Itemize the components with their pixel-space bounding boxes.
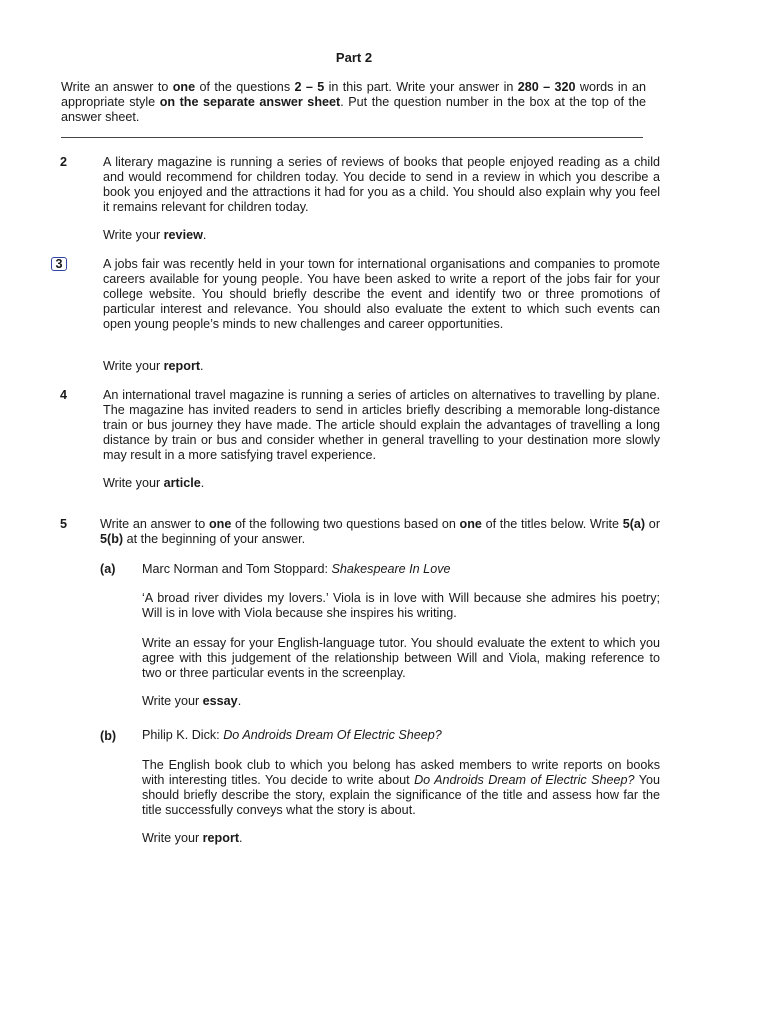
q5-text: or <box>645 517 661 531</box>
question-2-instruction <box>103 228 206 243</box>
task-text: The English book club to which you belong has asked members to write reports on books with interesting titles. You decide to write about <box>142 758 660 787</box>
intro-text: in this part. Write your answer in <box>324 80 518 94</box>
question-5b-task <box>142 758 660 818</box>
question-3-number <box>55 257 84 272</box>
question-4-body: An international travel magazine is running a series of articles on alternatives to travelling by plane. The magazine has invited readers to send in articles briefly describing a memorable long-distance train or bus journey they have made. The article should explain the advantages of travelling a long distance by train or bus and consider whether in general travelling to your destination more slowly may result in a more satisfying travel experience. <box>103 388 660 462</box>
task-text: You should briefly describe the story, explain the significance of the title and assess how far the title successfully conveys what the story is about. <box>142 773 660 817</box>
intro-emphasis: 2 – 5 <box>294 80 325 94</box>
intro-emphasis: 280 – 320 <box>517 80 576 94</box>
question-5-number: 5 <box>60 517 68 531</box>
question-4-text <box>103 388 660 463</box>
q5-text: at the beginning of your answer. <box>123 532 306 546</box>
instruction-suffix: . <box>239 831 243 845</box>
page-title: Part 2 <box>335 50 373 65</box>
question-5b-label: (b) <box>100 729 117 743</box>
question-3-instruction <box>103 359 204 374</box>
question-5a-label: (a) <box>100 562 116 576</box>
instruction-type: report <box>202 831 240 845</box>
q5-emphasis: one <box>459 517 482 531</box>
intro-emphasis: on the separate answer sheet <box>159 95 341 109</box>
intro-text: words in an appropriate style <box>61 80 647 109</box>
book-title: Do Androids Dream of Electric Sheep? <box>414 773 635 787</box>
question-4-instruction <box>103 476 204 491</box>
question-5a-quote: ‘A broad river divides my lovers.’ Viola is in love with Will because she admires his poetry; Will is in love with Viola because she inspires his writing. <box>142 591 660 620</box>
question-3-body: A jobs fair was recently held in your town for international organisations and companies to promote careers available for young people. You have been asked to write a report of the jobs fair for your college website. You should briefly describe the event and identify two or three promotions of particular interest and relevance. You should also evaluate the extent to which such events can open young people’s minds to new challenges and career opportunities. <box>103 257 660 331</box>
book-author: Marc Norman and Tom Stoppard: <box>142 562 332 576</box>
intro-emphasis: one <box>172 80 196 94</box>
instruction-type: report <box>163 359 201 373</box>
question-5a-title <box>142 562 660 577</box>
q5-emphasis: 5(a) <box>622 517 646 531</box>
q5-emphasis: one <box>208 517 232 531</box>
selected-question-marker: 3 <box>51 257 67 271</box>
question-5a-task: Write an essay for your English-language tutor. You should evaluate the extent to which you agree with this judgement of the relationship between Will and Viola, making reference to two or three particular events in the screenplay. <box>142 636 660 680</box>
question-2-number: 2 <box>60 155 68 169</box>
instruction-prefix: Write your <box>142 694 203 708</box>
question-4-number: 4 <box>60 388 68 402</box>
question-5-intro <box>100 517 660 547</box>
instruction-type: review <box>163 228 203 242</box>
question-2-body: A literary magazine is running a series of reviews of books that people enjoyed reading as a child and would recommend for children today. You decide to send in a review in which you describe a book you enjoyed and the attractions it had for you as a child. You should also explain why you feel it remains relevant for children today. <box>103 155 660 214</box>
q5-emphasis: 5(b) <box>100 532 124 546</box>
instruction-prefix: Write your <box>103 359 164 373</box>
instruction-suffix: . <box>237 694 242 708</box>
part-instructions <box>61 80 646 125</box>
q5-text: of the following two questions based on <box>231 517 460 531</box>
instruction-suffix: . <box>200 359 204 373</box>
instruction-prefix: Write your <box>103 476 164 490</box>
question-3-text <box>103 257 660 332</box>
q5-text: Write an answer to <box>100 517 209 531</box>
instruction-type: essay <box>202 694 238 708</box>
book-author: Philip K. Dick: <box>142 728 224 742</box>
instruction-suffix: . <box>202 228 207 242</box>
book-title: Do Androids Dream Of Electric Sheep? <box>223 728 442 742</box>
question-2-text <box>103 155 660 215</box>
intro-text: . Put the question number in the box at the top of the answer sheet. <box>61 95 646 124</box>
instruction-prefix: Write your <box>142 831 203 845</box>
instruction-prefix: Write your <box>103 228 164 242</box>
intro-text: Write an answer to <box>61 80 173 94</box>
question-5a-instruction <box>142 694 660 709</box>
instruction-suffix: . <box>200 476 205 490</box>
question-5b-instruction <box>142 831 660 846</box>
divider <box>61 137 643 138</box>
book-title: Shakespeare In Love <box>331 562 451 576</box>
q5-text: of the titles below. Write <box>481 517 623 531</box>
instruction-type: article <box>163 476 201 490</box>
question-5b-title <box>142 728 660 743</box>
intro-text: of the questions <box>195 80 295 94</box>
